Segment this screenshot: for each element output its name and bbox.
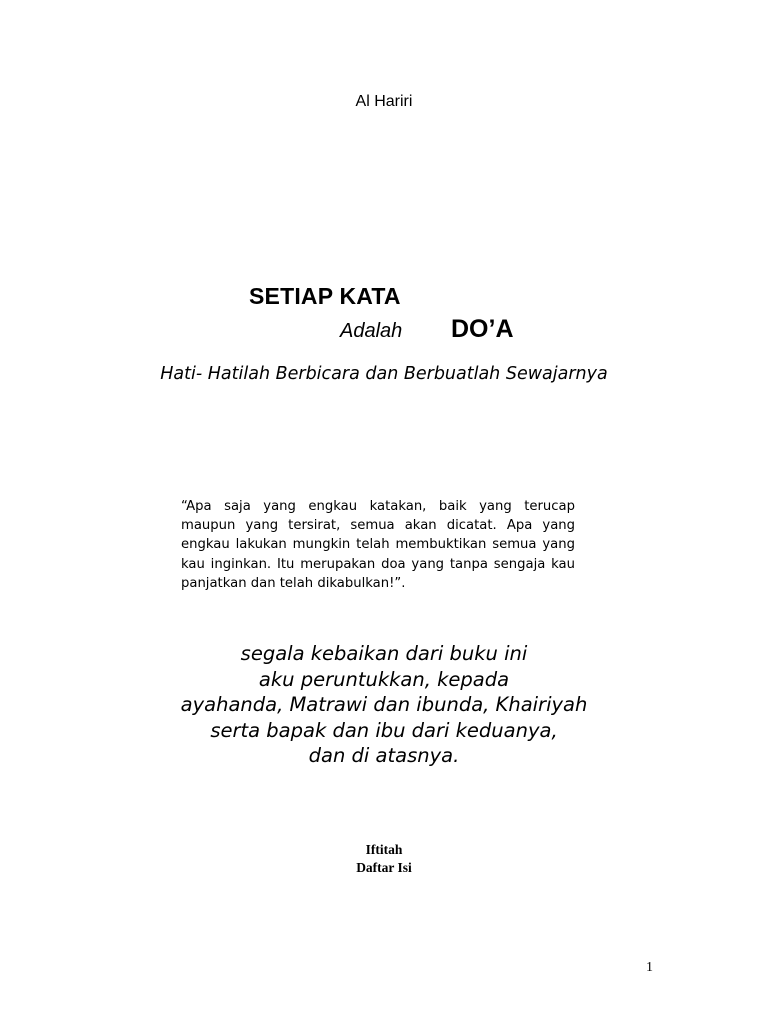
title-adalah: Adalah: [340, 320, 403, 342]
toc-item-daftar-isi[interactable]: Daftar Isi: [356, 860, 412, 875]
dedication-line: ayahanda, Matrawi dan ibunda, Khairiyah: [180, 693, 588, 717]
quote-paragraph: “Apa saja yang engkau katakan, baik yang terucap maupun yang tersirat, semua akan dicatat. Apa yang engkau lakukan mungkin telah membuktikan semua yang kau inginkan. Itu merupakan doa yang tanpa sengaja kau panjatkan dan telah dikabulkan!”.: [181, 499, 575, 591]
title-line-1: SETIAP KATA: [249, 283, 401, 309]
title-doa: DO’A: [451, 315, 514, 343]
dedication-line: aku peruntukkan, kepada: [258, 667, 510, 691]
dedication-line: dan di atasnya.: [308, 744, 460, 768]
author-name: Al Hariri: [355, 93, 413, 110]
table-of-contents: [0, 841, 768, 877]
dedication-line: segala kebaikan dari buku ini: [240, 642, 528, 665]
subtitle: Hati- Hatilah Berbicara dan Berbuatlah Sewajarnya: [160, 364, 608, 384]
toc-item-iftitah[interactable]: Iftitah: [365, 842, 403, 857]
dedication-line: serta bapak dan ibu dari keduanya,: [210, 718, 558, 742]
dedication: [0, 641, 768, 769]
page-number: 1: [646, 960, 653, 975]
